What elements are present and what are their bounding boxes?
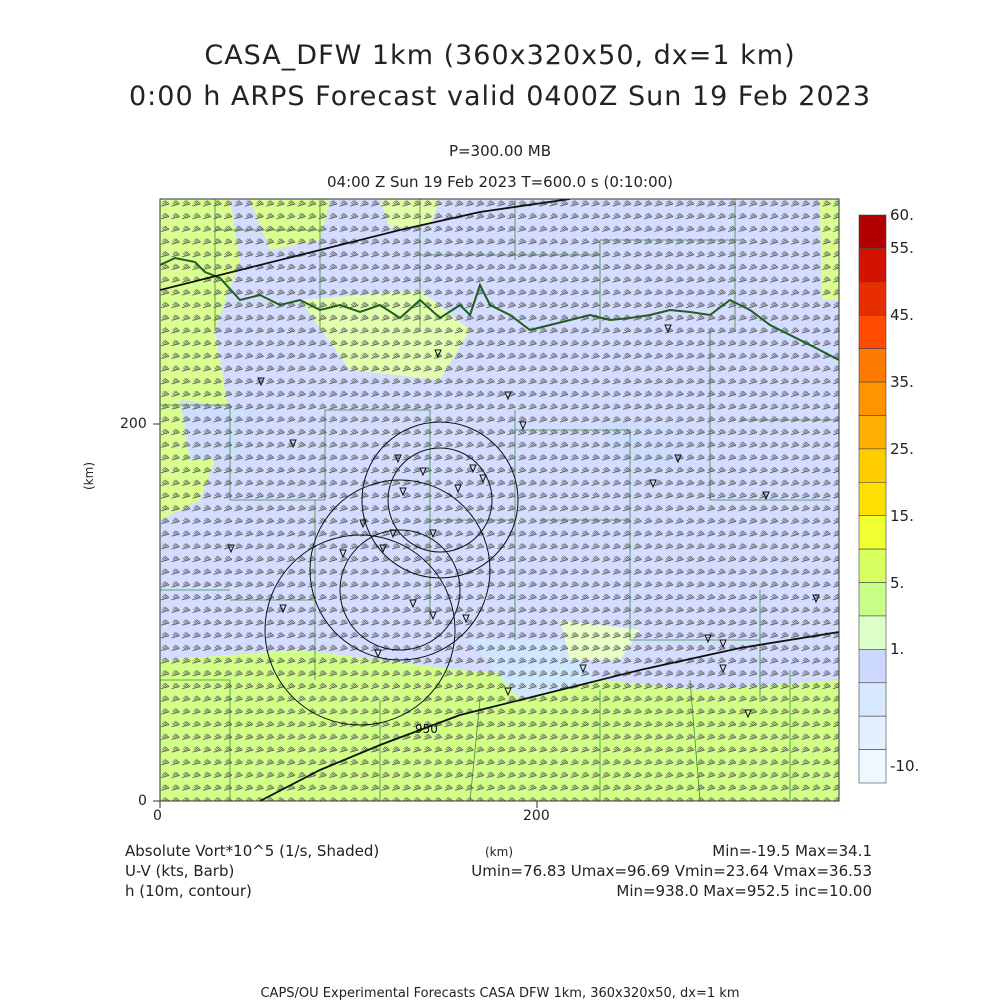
- footer-credit: CAPS/OU Experimental Forecasts CASA DFW 1km, 360x320x50, dx=1 km: [260, 986, 740, 1001]
- colorbar-swatch: [859, 649, 886, 682]
- colorbar-label: 60.: [890, 206, 914, 224]
- legend-field-height: h (10m, contour): [125, 882, 252, 900]
- wind-stats: Umin=76.83 Umax=96.69 Vmin=23.64 Vmax=36.53: [471, 862, 872, 880]
- colorbar-label: 15.: [890, 506, 914, 525]
- x-tick-0: 0: [153, 808, 162, 824]
- figure-title-line1: CASA_DFW 1km (360x320x50, dx=1 km): [204, 40, 796, 71]
- colorbar-label: -10.: [890, 757, 920, 776]
- y-axis-unit: (km): [82, 461, 96, 490]
- vorticity-minmax: Min=-19.5 Max=34.1: [712, 842, 872, 860]
- colorbar-swatch: [859, 716, 886, 749]
- colorbar-label: 5.: [890, 573, 905, 592]
- legend-field-vorticity: Absolute Vort*10^5 (1/s, Shaded): [125, 842, 380, 860]
- colorbar-label: 55.: [890, 239, 914, 258]
- colorbar-swatch: [859, 449, 886, 482]
- x-tick-200: 200: [523, 808, 550, 824]
- colorbar-swatch: [859, 315, 886, 348]
- wind-barbs: [160, 199, 839, 801]
- colorbar: [859, 215, 886, 783]
- x-axis-unit: (km): [485, 845, 514, 859]
- height-stats: Min=938.0 Max=952.5 inc=10.00: [616, 882, 872, 900]
- colorbar-swatch: [859, 382, 886, 415]
- colorbar-swatch: [859, 349, 886, 382]
- colorbar-label: 1.: [890, 640, 905, 659]
- colorbar-swatch: [859, 516, 886, 549]
- legend-field-wind: U-V (kts, Barb): [125, 862, 235, 880]
- valid-time: 04:00 Z Sun 19 Feb 2023 T=600.0 s (0:10:00): [326, 173, 674, 191]
- colorbar-swatch: [859, 282, 886, 315]
- contour-label: 950: [415, 722, 438, 736]
- pressure-level: P=300.00 MB: [448, 142, 552, 160]
- colorbar-swatch: [859, 583, 886, 616]
- colorbar-swatch: [859, 482, 886, 515]
- colorbar-swatch: [859, 616, 886, 649]
- colorbar-swatch: [859, 248, 886, 281]
- y-tick-0: 0: [138, 793, 147, 809]
- colorbar-swatch: [859, 750, 886, 783]
- colorbar-swatch: [859, 683, 886, 716]
- colorbar-swatch: [859, 549, 886, 582]
- colorbar-label: 45.: [890, 306, 914, 325]
- figure-title-line2: 0:00 h ARPS Forecast valid 0400Z Sun 19 Feb 2023: [129, 81, 871, 112]
- colorbar-swatch: [859, 215, 886, 248]
- colorbar-label: 25.: [890, 439, 914, 458]
- colorbar-label: 35.: [890, 373, 914, 392]
- colorbar-swatch: [859, 415, 886, 448]
- y-tick-200: 200: [120, 416, 147, 432]
